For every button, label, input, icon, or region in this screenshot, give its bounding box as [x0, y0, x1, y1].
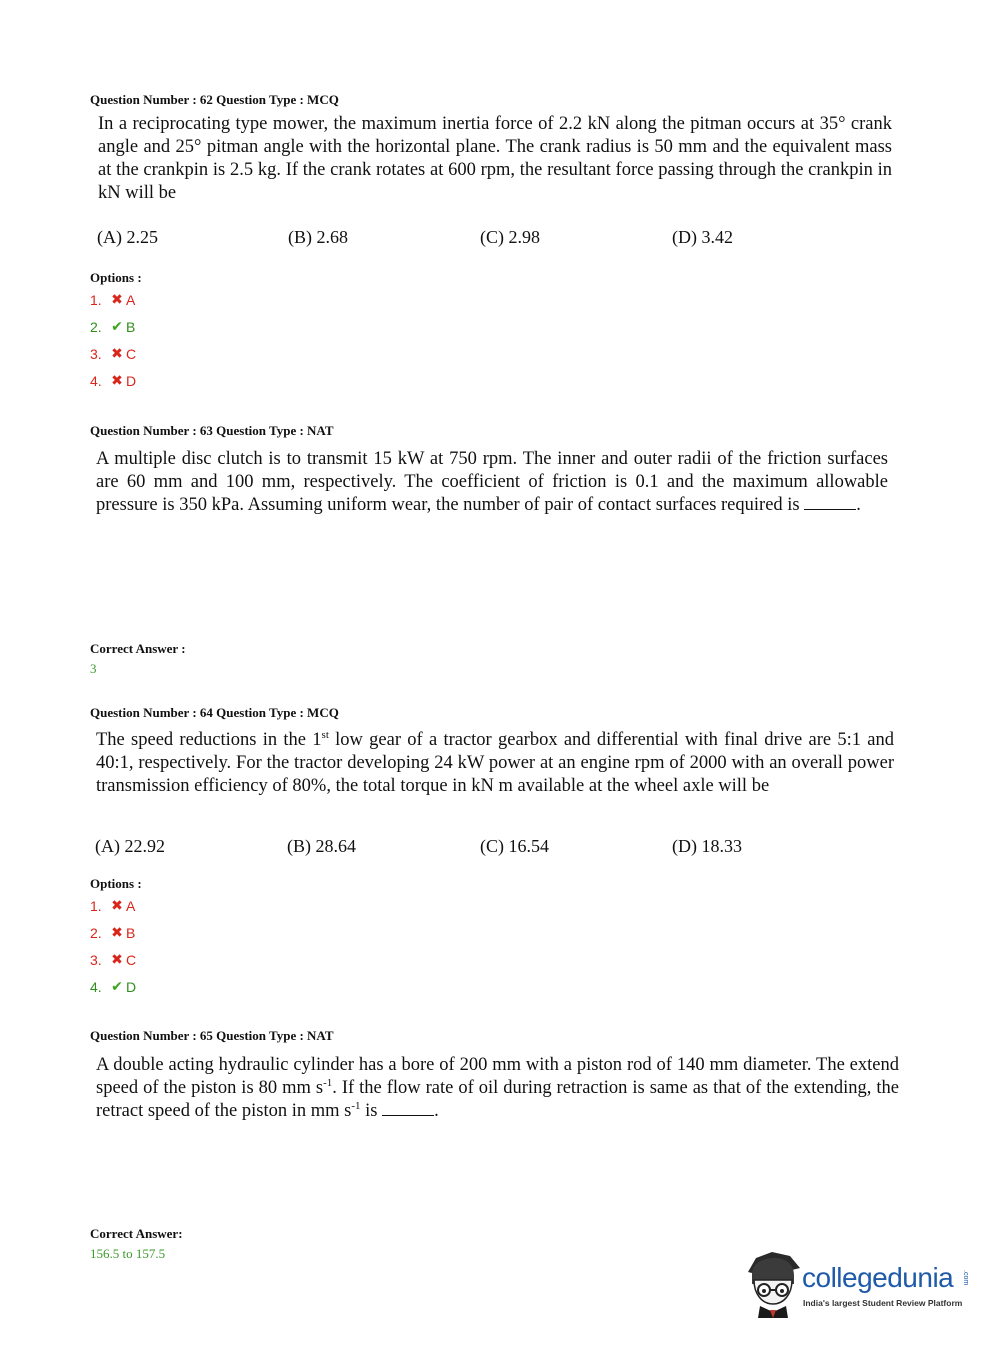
collegedunia-logo	[742, 1250, 972, 1320]
cross-icon: ✖	[111, 897, 123, 913]
q64-text-block	[96, 729, 894, 798]
logo-tagline: India's largest Student Review Platform	[803, 1298, 963, 1308]
option-number: 4.	[90, 372, 102, 389]
q64-text-sup: st	[321, 728, 329, 741]
q65-text-a: A double acting hydraulic cylinder has a bore of 200 mm with a piston rod of 140 mm diameter. The extend speed of the piston is 80 mm s	[96, 1055, 899, 1098]
q62-header: Question Number : 62 Question Type : MCQ	[90, 92, 339, 107]
q62-choice-a: (A) 2.25	[97, 227, 158, 247]
cross-icon: ✖	[111, 951, 123, 967]
option-number: 2.	[90, 318, 102, 335]
q63-text-block: A multiple disc clutch is to transmit 15 kW at 750 rpm. The inner and outer radii of the friction surfaces are 60 mm and 100 mm, respectively. The coefficient of friction is 0.1 and the maximum allowable pressure is 350 kPa. Assuming uniform wear, the number of pair of contact surfaces required is .	[96, 449, 888, 515]
q62-options-label: Options :	[90, 270, 142, 285]
option-number: 4.	[90, 978, 102, 995]
option-letter: C	[126, 345, 137, 362]
logo-name: collegedunia	[802, 1262, 954, 1293]
option-letter: A	[126, 897, 136, 914]
option-number: 3.	[90, 345, 102, 362]
option-number: 1.	[90, 291, 102, 308]
q63-header: Question Number : 63 Question Type : NAT	[90, 423, 334, 438]
option-letter: B	[126, 924, 136, 941]
option-letter: D	[126, 372, 137, 389]
q64-text-a: The speed reductions in the 1	[96, 730, 322, 750]
answer-blank	[804, 495, 856, 510]
q64-choice-a: (A) 22.92	[95, 836, 165, 856]
q65-header: Question Number : 65 Question Type : NAT	[90, 1028, 334, 1043]
cross-icon: ✖	[111, 372, 123, 388]
q62-option-3	[90, 340, 136, 367]
answer-blank	[382, 1101, 434, 1116]
q62-text: In a reciprocating type mower, the maximum inertia force of 2.2 kN along the pitman occurs at 35° crank angle and 25° pitman angle with the horizontal plane. The crank radius is 50 mm and the equivalent mass at the crankpin is 2.5 kg. If the crank rotates at 600 rpm, the resultant force passing through the crankpin in kN will be	[98, 114, 892, 203]
q64-choice-b: (B) 28.64	[287, 836, 356, 856]
q62-option-1	[90, 286, 136, 313]
option-letter: D	[126, 978, 137, 995]
student-mascot-icon	[742, 1250, 804, 1320]
q62-option-2	[90, 313, 136, 340]
q64-options-label: Options :	[90, 876, 142, 891]
cross-icon: ✖	[111, 924, 123, 940]
q64-choice-d: (D) 18.33	[672, 836, 742, 856]
q65-text-sup1: -1	[323, 1076, 333, 1089]
cross-icon: ✖	[111, 291, 123, 307]
option-letter: A	[126, 291, 136, 308]
q62-option-4	[90, 367, 136, 394]
q64-header: Question Number : 64 Question Type : MCQ	[90, 705, 339, 720]
option-letter: C	[126, 951, 137, 968]
q63-answer: 3	[90, 661, 97, 676]
cross-icon: ✖	[111, 345, 123, 361]
check-icon: ✔	[111, 318, 123, 334]
q64-text-b: low gear of a tractor gearbox and differential with final drive are 5:1 and 40:1, respectively. For the tractor developing 24 kW power at an engine rpm of 2000 with an overall power transmission efficiency of 80%, the total torque in kN m available at the wheel axle will be	[96, 730, 895, 796]
q63-text: A multiple disc clutch is to transmit 15 kW at 750 rpm. The inner and outer radii of the friction surfaces are 60 mm and 100 mm, respectively. The coefficient of friction is 0.1 and the maximum allowable pressure is 350 kPa. Assuming uniform wear, the number of pair of contact surfaces required is	[96, 449, 888, 515]
option-number: 3.	[90, 951, 102, 968]
q64-option-2	[90, 919, 136, 946]
q62-choice-c: (C) 2.98	[480, 227, 540, 247]
option-number: 2.	[90, 924, 102, 941]
q65-text-block: A double acting hydraulic cylinder has a bore of 200 mm with a piston rod of 140 mm diameter. The extend speed of the piston is 80 mm $s^{-1}$. If the flow rate of oil during retraction is same as that of the extending, the retract speed of the piston in mm $s^{-1}$ is .	[96, 1055, 899, 1121]
logo-suffix: .com	[962, 1270, 969, 1286]
q65-answer-label: Correct Answer:	[90, 1226, 183, 1241]
q64-option-3	[90, 946, 136, 973]
q65-answer: 156.5 to 157.5	[90, 1246, 166, 1261]
q62-choice-d: (D) 3.42	[672, 227, 733, 247]
q62-choice-b: (B) 2.68	[288, 227, 348, 247]
option-letter: B	[126, 318, 136, 335]
q64-options-list	[90, 892, 136, 1000]
q63-answer-label: Correct Answer :	[90, 641, 186, 656]
q65-text-c: is	[360, 1101, 378, 1121]
q64-option-4	[90, 973, 136, 1000]
option-number: 1.	[90, 897, 102, 914]
q64-choice-c: (C) 16.54	[480, 836, 549, 856]
q62-options-list	[90, 286, 136, 394]
q65-text-b: . If the flow rate of oil during retraction is same as that of the extending, the retract speed of the piston in mm s	[96, 1078, 899, 1121]
q65-text-sup2: -1	[351, 1099, 361, 1112]
q64-option-1	[90, 892, 136, 919]
check-icon: ✔	[111, 978, 123, 994]
